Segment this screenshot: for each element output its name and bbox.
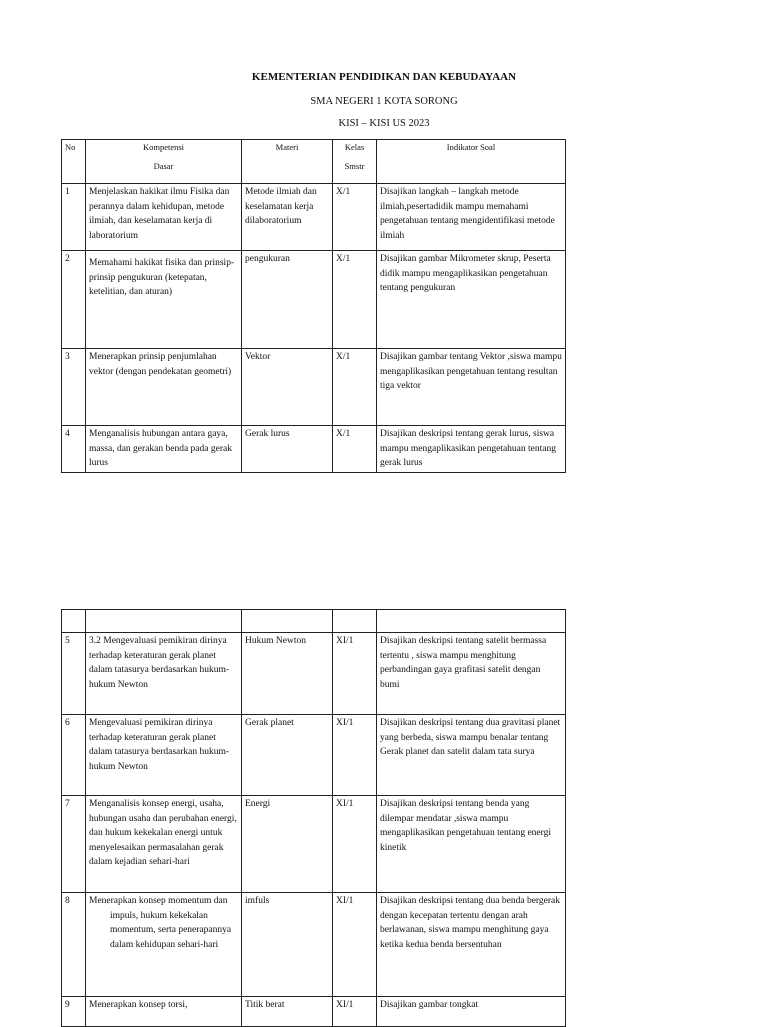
kisi-table-page-1 xyxy=(61,139,566,473)
row-no: 8 xyxy=(62,893,86,997)
row-no: 6 xyxy=(62,715,86,796)
row-materi: pengukuran xyxy=(242,251,333,349)
row-kelas: XI/1 xyxy=(333,893,377,997)
blank-cell xyxy=(86,610,242,633)
row-materi: Gerak planet xyxy=(242,715,333,796)
row-materi: imfuls xyxy=(242,893,333,997)
row-kelas: XI/1 xyxy=(333,633,377,715)
row-kelas: XI/1 xyxy=(333,796,377,893)
row-no: 2 xyxy=(62,251,86,349)
table-blank-row xyxy=(62,610,566,633)
document-title: KEMENTERIAN PENDIDIKAN DAN KEBUDAYAAN xyxy=(251,71,517,83)
row-indikator: Disajikan deskripsi tentang dua gravitasi planet yang berbeda, siswa mampu benalar tentang Gerak planet dan satelit dalam tata surya xyxy=(377,715,566,796)
row-no: 3 xyxy=(62,349,86,426)
blank-cell xyxy=(377,610,566,633)
table-row xyxy=(62,997,566,1027)
header-no: No xyxy=(62,140,86,184)
row-no: 7 xyxy=(62,796,86,893)
row-kelas: XI/1 xyxy=(333,715,377,796)
row-no: 5 xyxy=(62,633,86,715)
row-indikator: Disajikan deskripsi tentang benda yang dilempar mendatar ,siswa mampu mengaplikasikan pengetahuan tentang energi kinetik xyxy=(377,796,566,893)
row-materi: Metode ilmiah dan keselamatan kerja dilaboratorium xyxy=(242,184,333,251)
blank-cell xyxy=(242,610,333,633)
row-indikator: Disajikan gambar tongkat xyxy=(377,997,566,1027)
row-kompetensi: Menerapkan prinsip penjumlahan vektor (dengan pendekatan geometri) xyxy=(86,349,242,426)
header-indikator: Indikator Soal xyxy=(377,140,566,184)
table-header-row xyxy=(62,140,566,184)
row-kelas: X/1 xyxy=(333,349,377,426)
row-kompetensi: Menerapkan konsep momentum dan impuls, hukum kekekalan momentum, serta penerapannya dalam kehidupan sehari-hari xyxy=(86,893,242,997)
row-indikator: Disajikan gambar tentang Vektor ,siswa mampu mengaplikasikan pengetahuan tentang resultan tiga vektor xyxy=(377,349,566,426)
header-materi: Materi xyxy=(242,140,333,184)
school-name: SMA NEGERI 1 KOTA SORONG xyxy=(310,96,458,107)
row-materi: Hukum Newton xyxy=(242,633,333,715)
header-kelas: Kelas Smstr xyxy=(333,140,377,184)
row-kompetensi: Menganalisis hubungan antara gaya, massa, dan gerakan benda pada gerak lurus xyxy=(86,426,242,473)
row-no: 4 xyxy=(62,426,86,473)
row-materi: Gerak lurus xyxy=(242,426,333,473)
document-subtitle: KISI – KISI US 2023 xyxy=(338,118,430,129)
row-kompetensi: 3.2 Mengevaluasi pemikiran dirinya terhadap keteraturan gerak planet dalam tatasurya berdasarkan hukum-hukum Newton xyxy=(86,633,242,715)
row-materi: Vektor xyxy=(242,349,333,426)
table-row xyxy=(62,349,566,426)
header-kompetensi: Kompetensi Dasar xyxy=(86,140,242,184)
row-kompetensi: Menganalisis konsep energi, usaha, hubungan usaha dan perubahan energi, dan hukum kekekalan energi untuk menyelesaikan permasalahan gerak dalam kejadian sehari-hari xyxy=(86,796,242,893)
blank-cell xyxy=(62,610,86,633)
row-kelas: X/1 xyxy=(333,426,377,473)
row-kelas: X/1 xyxy=(333,184,377,251)
kisi-table-page-2 xyxy=(61,609,566,1027)
table-row xyxy=(62,893,566,997)
row-materi: Energi xyxy=(242,796,333,893)
row-kelas: X/1 xyxy=(333,251,377,349)
row-indikator: Disajikan deskripsi tentang gerak lurus, siswa mampu mengaplikasikan pengetahuan tentang gerak lurus xyxy=(377,426,566,473)
table-row xyxy=(62,796,566,893)
row-kompetensi: Memahami hakikat fisika dan prinsip-prinsip pengukuran (ketepatan, ketelitian, dan aturan) xyxy=(86,251,242,349)
row-kompetensi: Menerapkan konsep torsi, xyxy=(86,997,242,1027)
row-kelas: XI/1 xyxy=(333,997,377,1027)
row-indikator: Disajikan gambar Mikrometer skrup, Peserta didik mampu mengaplikasikan pengetahuan tentang pengukuran xyxy=(377,251,566,349)
row-indikator: Disajikan langkah – langkah metode ilmiah,pesertadidik mampu memahami pengetahuan tentang mengidentifikasi metode ilmiah xyxy=(377,184,566,251)
table-row xyxy=(62,715,566,796)
table-row xyxy=(62,251,566,349)
table-row xyxy=(62,426,566,473)
row-materi: Titik berat xyxy=(242,997,333,1027)
table-row xyxy=(62,633,566,715)
row-indikator: Disajikan deskripsi tentang satelit bermassa tertentu , siswa mampu menghitung perbandingan gaya grafitasi satelit dengan bumi xyxy=(377,633,566,715)
blank-cell xyxy=(333,610,377,633)
table-row xyxy=(62,184,566,251)
row-indikator: Disajikan deskripsi tentang dua benda bergerak dengan kecepatan tertentu dengan arah berlawanan, siswa mampu menghitung gaya ketika kedua benda bersentuhan xyxy=(377,893,566,997)
row-no: 1 xyxy=(62,184,86,251)
row-no: 9 xyxy=(62,997,86,1027)
row-kompetensi: Menjelaskan hakikat ilmu Fisika dan perannya dalam kehidupan, metode ilmiah, dan keselamatan kerja di laboratorium xyxy=(86,184,242,251)
row-kompetensi: Mengevaluasi pemikiran dirinya terhadap keteraturan gerak planet dalam tatasurya berdasarkan hukum-hukum Newton xyxy=(86,715,242,796)
